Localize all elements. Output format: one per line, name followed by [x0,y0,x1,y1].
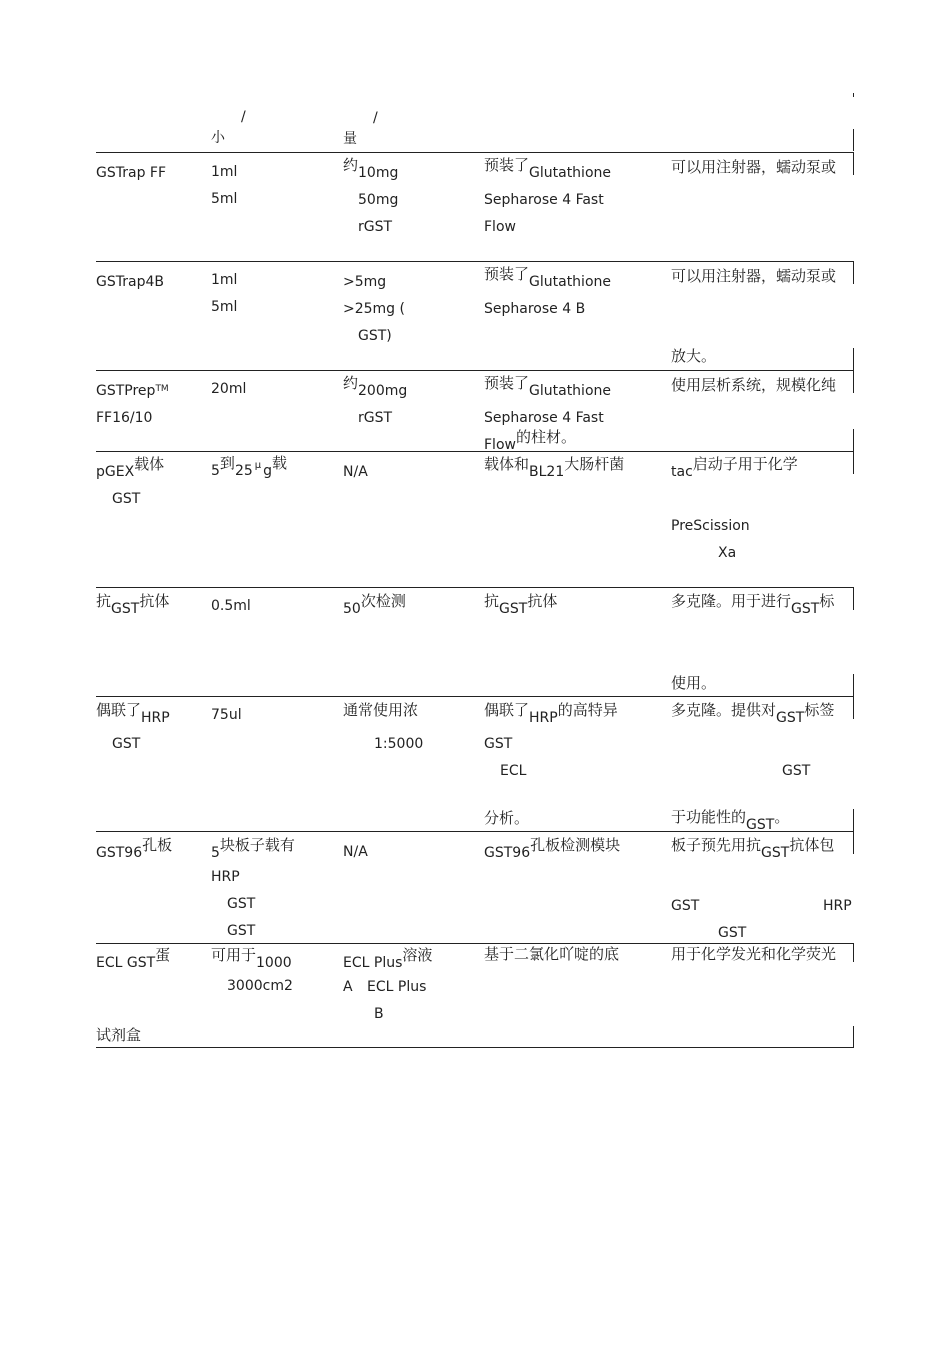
description: 预装了Glutathione [484,374,611,399]
product-name: ECL GST蛋 [96,946,171,971]
row-divider [96,696,854,697]
product-name: GSTrap4B [96,274,164,290]
capacity-value: 约200mg [343,374,408,399]
header-slash: / [241,109,246,125]
description: 预装了Glutathione [484,265,611,290]
product-name: 偶联了HRP [96,701,170,726]
capacity-value: >25mg ( [343,301,405,317]
table-border [853,588,854,610]
table-border [853,129,854,151]
usage: tac启动子用于化学 [671,455,798,480]
capacity-value: 约10mg [343,156,399,181]
product-name: 抗GST抗体 [96,592,170,617]
row-divider [96,261,854,262]
table-border [853,348,854,370]
header-size-label: 小 [211,130,225,146]
usage: GST [671,898,700,914]
capacity-value: 50次检测 [343,592,406,617]
usage: Xa [718,545,737,561]
table-bottom-border [96,1047,854,1048]
table-border [853,944,854,962]
usage: GST [782,763,811,779]
description: 偶联了HRP的高特异 [484,701,618,726]
header-capacity-label: 量 [343,131,357,147]
size-value: 1ml [211,164,238,180]
description: GST96孔板检测模块 [484,836,621,861]
table-border [853,262,854,284]
capacity-value: ECL Plus [367,979,427,995]
size-value: 0.5ml [211,598,251,614]
usage: 板子预先用抗GST抗体包 [671,836,835,861]
product-name: FF16/10 [96,410,153,426]
table-border [853,429,854,451]
description: 预装了Glutathione [484,156,611,181]
description: 基于二氯化吖啶的底 [484,945,620,963]
capacity-value: 1:5000 [374,736,424,752]
description: GST [484,736,513,752]
size-value: GST [227,896,256,912]
usage: 于功能性的GST。 [671,808,790,833]
usage: GST [718,925,747,941]
product-name: 试剂盒 [96,1026,142,1044]
table-border [853,153,854,175]
description: Sepharose 4 B [484,301,586,317]
usage: 使用。 [671,674,717,692]
size-value: 20ml [211,381,247,397]
capacity-value: 通常使用浓 [343,701,419,719]
table-border [853,809,854,831]
description: 抗GST抗体 [484,592,558,617]
product-name: GSTPrep™ [96,383,169,399]
usage: PreScission [671,518,750,534]
size-value: 5块板子载有 [211,836,295,861]
usage: 可以用注射器，蠕动泵或 [671,158,837,176]
size-value: 可用于1000 [211,946,292,971]
description: Flow的柱材。 [484,428,576,453]
size-value: HRP [211,869,240,885]
description: ECL [500,763,527,779]
table-border [853,452,854,474]
usage: 可以用注射器，蠕动泵或 [671,267,837,285]
usage: 用于化学发光和化学荧光 [671,945,837,963]
size-value: GST [227,923,256,939]
description: Sepharose 4 Fast [484,192,604,208]
usage: 使用层析系统，规模化纯 [671,376,837,394]
size-value: 3000cm2 [227,978,293,994]
capacity-value: B [374,1006,384,1022]
row-divider [96,831,854,832]
table-border [853,697,854,719]
capacity-value: GST) [358,328,392,344]
product-name: pGEX载体 [96,455,165,480]
table-border [853,1026,854,1048]
capacity-value: N/A [343,844,368,860]
row-divider [96,587,854,588]
row-divider [96,152,854,153]
capacity-value: N/A [343,464,368,480]
row-divider [96,370,854,371]
usage: 多克隆。用于进行GST标 [671,592,835,617]
usage: 多克隆。提供对GST标签 [671,701,835,726]
header-slash: / [373,110,378,126]
usage: 放大。 [671,347,717,365]
size-value: 1ml [211,272,238,288]
capacity-value: rGST [358,219,393,235]
description: 载体和BL21大肠杆菌 [484,455,625,480]
description: Flow [484,219,516,235]
product-name: GST96孔板 [96,836,173,861]
product-name: GST [112,491,141,507]
capacity-value: rGST [358,410,393,426]
capacity-value: A [343,979,353,995]
size-value: 75ul [211,707,242,723]
table-border [853,832,854,854]
capacity-value: 50mg [358,192,399,208]
product-name: GST [112,736,141,752]
row-divider [96,943,854,944]
size-value: 5ml [211,191,238,207]
capacity-value: >5mg [343,274,387,290]
row-divider [96,451,854,452]
description: Sepharose 4 Fast [484,410,604,426]
table-border [853,674,854,696]
size-value: 5ml [211,299,238,315]
capacity-value: ECL Plus溶液 [343,946,433,971]
size-value: 5到25 $^\mu$ g载 [211,454,288,479]
table-border [853,371,854,393]
product-name: GSTrap FF [96,165,167,181]
table-border [853,93,854,97]
usage: HRP [823,898,852,914]
description: 分析。 [484,809,530,827]
